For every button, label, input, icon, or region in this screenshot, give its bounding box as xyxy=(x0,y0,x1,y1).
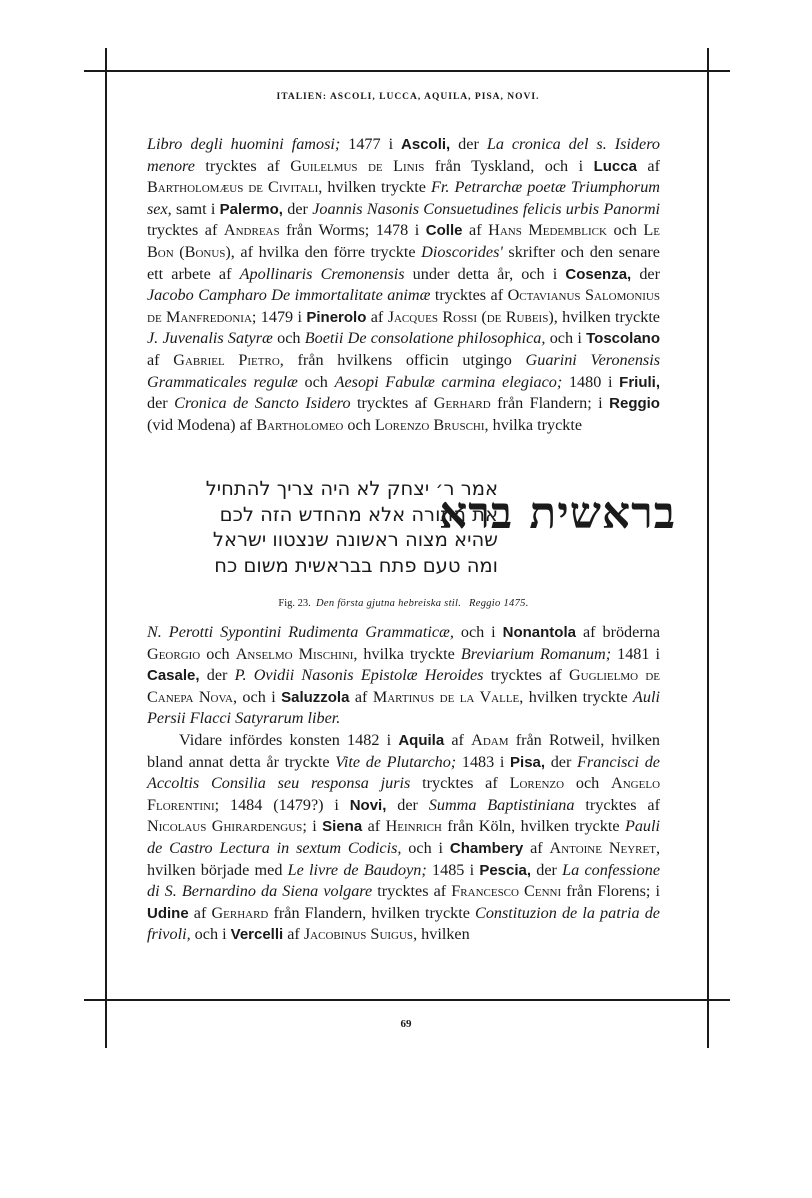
hebrew-line: אמר ר׳ יצחק לא היה צריך להתחיל xyxy=(205,477,498,500)
text-run: från Tyskland, och i xyxy=(424,156,594,175)
running-head: ITALIEN: ASCOLI, LUCCA, AQUILA, PISA, NOVI. xyxy=(276,92,540,102)
italic-title: Breviarium Romanum; xyxy=(460,644,612,663)
text-run: (vid Modena) af xyxy=(147,415,257,434)
printer-name: Gerhard xyxy=(433,394,491,413)
italic-title: Le livre de Baudoyn; xyxy=(287,860,427,879)
hebrew-line: את התורה אלא מהחדש הזה לכם xyxy=(219,502,498,526)
paragraph-1 xyxy=(147,134,660,436)
place-name: Siena xyxy=(322,818,363,836)
place-name: Chambery xyxy=(449,839,524,857)
place-name: Udine xyxy=(147,904,189,922)
place-name: Novi, xyxy=(349,796,387,814)
text-run: 1480 i xyxy=(562,372,620,391)
text-run: och i xyxy=(190,925,231,944)
text-run: och xyxy=(343,415,375,434)
place-name: Aquila xyxy=(398,731,445,749)
hebrew-text-lines xyxy=(146,476,498,578)
text-run: , och i xyxy=(232,687,282,706)
printer-name: Anselmo Mischini xyxy=(235,644,354,663)
text-run: från Florens; i xyxy=(561,882,660,901)
printer-name: Jacques Rossi (de Rubeis) xyxy=(387,307,554,326)
italic-title: La cronica del s. Isidero menore xyxy=(147,135,660,175)
italic-title: Vite de Plutarcho; xyxy=(335,752,457,771)
text-run: af xyxy=(349,687,373,706)
printer-name: Lorenzo Bruschi xyxy=(374,415,485,434)
text-run: , hvilken tryckte xyxy=(318,178,431,197)
text-run: och xyxy=(606,221,644,240)
printer-name: Angelo Florentini xyxy=(147,774,661,814)
italic-title: Pauli de Castro Lectura in sextum Codicis, xyxy=(147,817,661,857)
text-run: och xyxy=(297,372,335,391)
printer-name: Octavianus Salomonius de Manfredonia xyxy=(147,286,660,326)
text-run: , hvilken tryckte xyxy=(519,687,634,706)
frame-rule-right xyxy=(707,48,709,1048)
italic-title: Fr. Petrarchæ poetæ Triumphorum sex, xyxy=(147,178,660,218)
caption-source: Reggio 1475. xyxy=(469,598,529,609)
text-run: 1477 i xyxy=(340,135,402,153)
text-run: , hvilka tryckte xyxy=(353,644,461,663)
figure-caption xyxy=(147,598,660,609)
printer-name: Guilelmus de Linis xyxy=(290,156,425,175)
text-run: der xyxy=(450,135,487,153)
text-run: skrifter och den senare ett arbete af xyxy=(147,242,660,283)
printer-name: Lorenzo xyxy=(509,774,565,793)
text-run: af xyxy=(147,350,174,369)
text-run: trycktes af xyxy=(430,286,508,305)
text-run: af xyxy=(366,307,388,326)
text-run: af xyxy=(462,221,489,240)
text-run: af xyxy=(444,730,472,749)
place-name: Cosenza, xyxy=(565,265,632,283)
italic-title: Auli Persii Flacci Satyrarum liber. xyxy=(147,687,661,728)
text-run: der xyxy=(199,666,235,685)
italic-title: J. Juvenalis Satyræ xyxy=(147,329,273,348)
place-name: Reggio xyxy=(609,395,660,413)
text-run: och xyxy=(272,329,305,348)
text-run: af xyxy=(523,838,550,857)
text-run: trycktes af xyxy=(147,221,224,240)
hebrew-type-figure xyxy=(146,476,676,584)
printer-name: Gabriel Pietro xyxy=(173,350,280,369)
italic-title: P. Ovidii Nasonis Epistolæ Heroides xyxy=(234,666,484,685)
text-run: och xyxy=(200,644,236,663)
text-run: af xyxy=(188,903,212,922)
text-run: der xyxy=(631,264,660,283)
place-name: Toscolano xyxy=(586,330,661,348)
text-run: från Flandern; i xyxy=(490,394,610,413)
italic-title: Aesopi Fabulæ carmina elegiaco; xyxy=(334,372,563,391)
printer-name: Heinrich xyxy=(385,817,442,836)
text-run: från Köln, hvilken tryckte xyxy=(441,817,625,836)
text-run: och xyxy=(564,774,612,793)
paragraph-1-text xyxy=(147,134,660,436)
printer-name: Georgio xyxy=(147,644,201,663)
frame-rule-bottom xyxy=(84,999,730,1001)
caption-label: Fig. 23. xyxy=(278,598,311,609)
hebrew-line: שהיא מצוה ראשונה שנצטוו ישראל xyxy=(212,528,498,551)
text-run: trycktes af xyxy=(574,795,660,814)
printer-name: Adam xyxy=(471,730,509,749)
text-run: der xyxy=(147,394,175,413)
frame-rule-left xyxy=(105,48,107,1048)
italic-title: Apollinaris Cremonensis xyxy=(239,264,405,283)
italic-title: Francisci de Accoltis Consilia seu responsa juris xyxy=(147,752,660,793)
italic-title: La confessione di S. Bernardino da Siena volgare xyxy=(147,860,661,901)
printer-name: Bartholomeo xyxy=(256,415,344,434)
hebrew-large-heading: בראשית ברא xyxy=(439,488,676,539)
text-run: trycktes af xyxy=(350,394,434,413)
place-name: Vercelli xyxy=(230,926,284,944)
page-number: 69 xyxy=(400,1018,412,1030)
text-run: , hvilken började med xyxy=(147,838,661,879)
text-run: från Rotweil, hvilken bland annat detta år tryckte xyxy=(147,730,661,771)
printer-name: Martinus de la Valle xyxy=(372,687,520,706)
italic-title: Boetii De consolatione philosophica, xyxy=(304,329,546,348)
italic-title: Guarini Veronensis Grammaticales regulæ xyxy=(147,350,661,391)
text-run: , af hvilka den förre tryckte xyxy=(230,242,422,261)
place-name: Casale, xyxy=(147,667,200,685)
text-run: samt i xyxy=(171,199,220,218)
text-run: och i xyxy=(401,838,450,857)
place-name: Ascoli, xyxy=(401,136,451,153)
place-name: Pisa, xyxy=(510,753,546,771)
place-name: Colle xyxy=(425,222,463,240)
printer-name: Le Bon (Bonus) xyxy=(147,221,660,261)
text-run: ; 1479 i xyxy=(251,307,307,326)
text-run: trycktes af xyxy=(372,882,452,901)
text-run: trycktes af xyxy=(483,666,569,685)
italic-title: Cronica de Sancto Isidero xyxy=(174,394,351,413)
printer-name: Antoine Neyret xyxy=(549,838,656,857)
text-run: , från hvilkens officin utgingo xyxy=(279,350,526,369)
italic-title: N. Perotti Sypontini Rudimenta Grammaticæ, xyxy=(147,623,454,641)
text-run: , hvilken tryckte xyxy=(553,307,660,326)
printer-name: Hans Medemblick xyxy=(488,221,607,240)
text-run: 1481 i xyxy=(611,644,661,663)
text-run: af bröderna xyxy=(575,623,660,641)
text-run: 1485 i xyxy=(426,860,480,879)
italic-title: Constituzion de la patria de frivoli, xyxy=(147,903,660,944)
text-run: från Worms; 1478 i xyxy=(279,221,426,240)
text-run: der xyxy=(545,752,578,771)
printer-name: Francesco Cenni xyxy=(451,882,562,901)
place-name: Nonantola xyxy=(502,624,576,641)
italic-title: Jacobo Campharo De immortalitate animæ xyxy=(147,286,431,305)
paragraph-2-text xyxy=(147,622,660,730)
place-name: Lucca xyxy=(593,157,637,175)
text-run: från Flandern, hvilken tryckte xyxy=(268,903,476,922)
italic-title: Libro degli huomini famosi; xyxy=(147,135,341,153)
text-run: och i xyxy=(453,623,503,641)
place-name: Pescia, xyxy=(479,861,532,879)
text-run: der xyxy=(282,199,313,218)
text-run: trycktes af xyxy=(410,774,510,793)
italic-title: Summa Baptistiniana xyxy=(428,795,575,814)
text-run: 1483 i xyxy=(456,752,511,771)
place-name: Palermo, xyxy=(219,200,283,218)
text-run: ; i xyxy=(302,817,323,836)
text-run: Vidare infördes konsten 1482 i xyxy=(179,730,399,749)
place-name: Pinerolo xyxy=(306,308,367,326)
italic-title: Dioscorides' xyxy=(421,242,503,261)
text-run: , hvilken xyxy=(413,925,470,944)
paragraph-2-3 xyxy=(147,622,660,946)
printer-name: Nicolaus Ghirardengus xyxy=(147,817,303,836)
italic-title: Joannis Nasonis Consuetudines felicis urbis Panormi xyxy=(312,199,661,218)
text-run: der xyxy=(531,860,563,879)
caption-text: Den första gjutna hebreiska stil. xyxy=(316,598,462,609)
hebrew-line: ומה טעם פתח בבראשית משום כח xyxy=(214,553,498,577)
place-name: Friuli, xyxy=(619,373,661,391)
text-run: ; 1484 (1479?) i xyxy=(214,795,350,814)
frame-rule-top xyxy=(84,70,730,72)
paragraph-3-text xyxy=(147,730,660,946)
text-run: och i xyxy=(545,329,587,348)
place-name: Saluzzola xyxy=(281,688,350,706)
text-run: af xyxy=(636,156,660,175)
text-run: trycktes af xyxy=(194,156,291,175)
text-run: der xyxy=(386,795,429,814)
text-run: af xyxy=(283,925,304,944)
printer-name: Andreas xyxy=(223,221,280,240)
printer-name: Gerhard xyxy=(211,903,269,922)
text-run: under detta år, och i xyxy=(404,264,566,283)
printer-name: Bartholomæus de Civitali xyxy=(147,178,319,197)
text-run: af xyxy=(362,817,386,836)
text-run: , hvilka tryckte xyxy=(484,415,583,434)
printer-name: Jacobinus Suigus xyxy=(303,925,414,944)
printer-name: Guglielmo de Canepa Nova xyxy=(147,666,660,706)
